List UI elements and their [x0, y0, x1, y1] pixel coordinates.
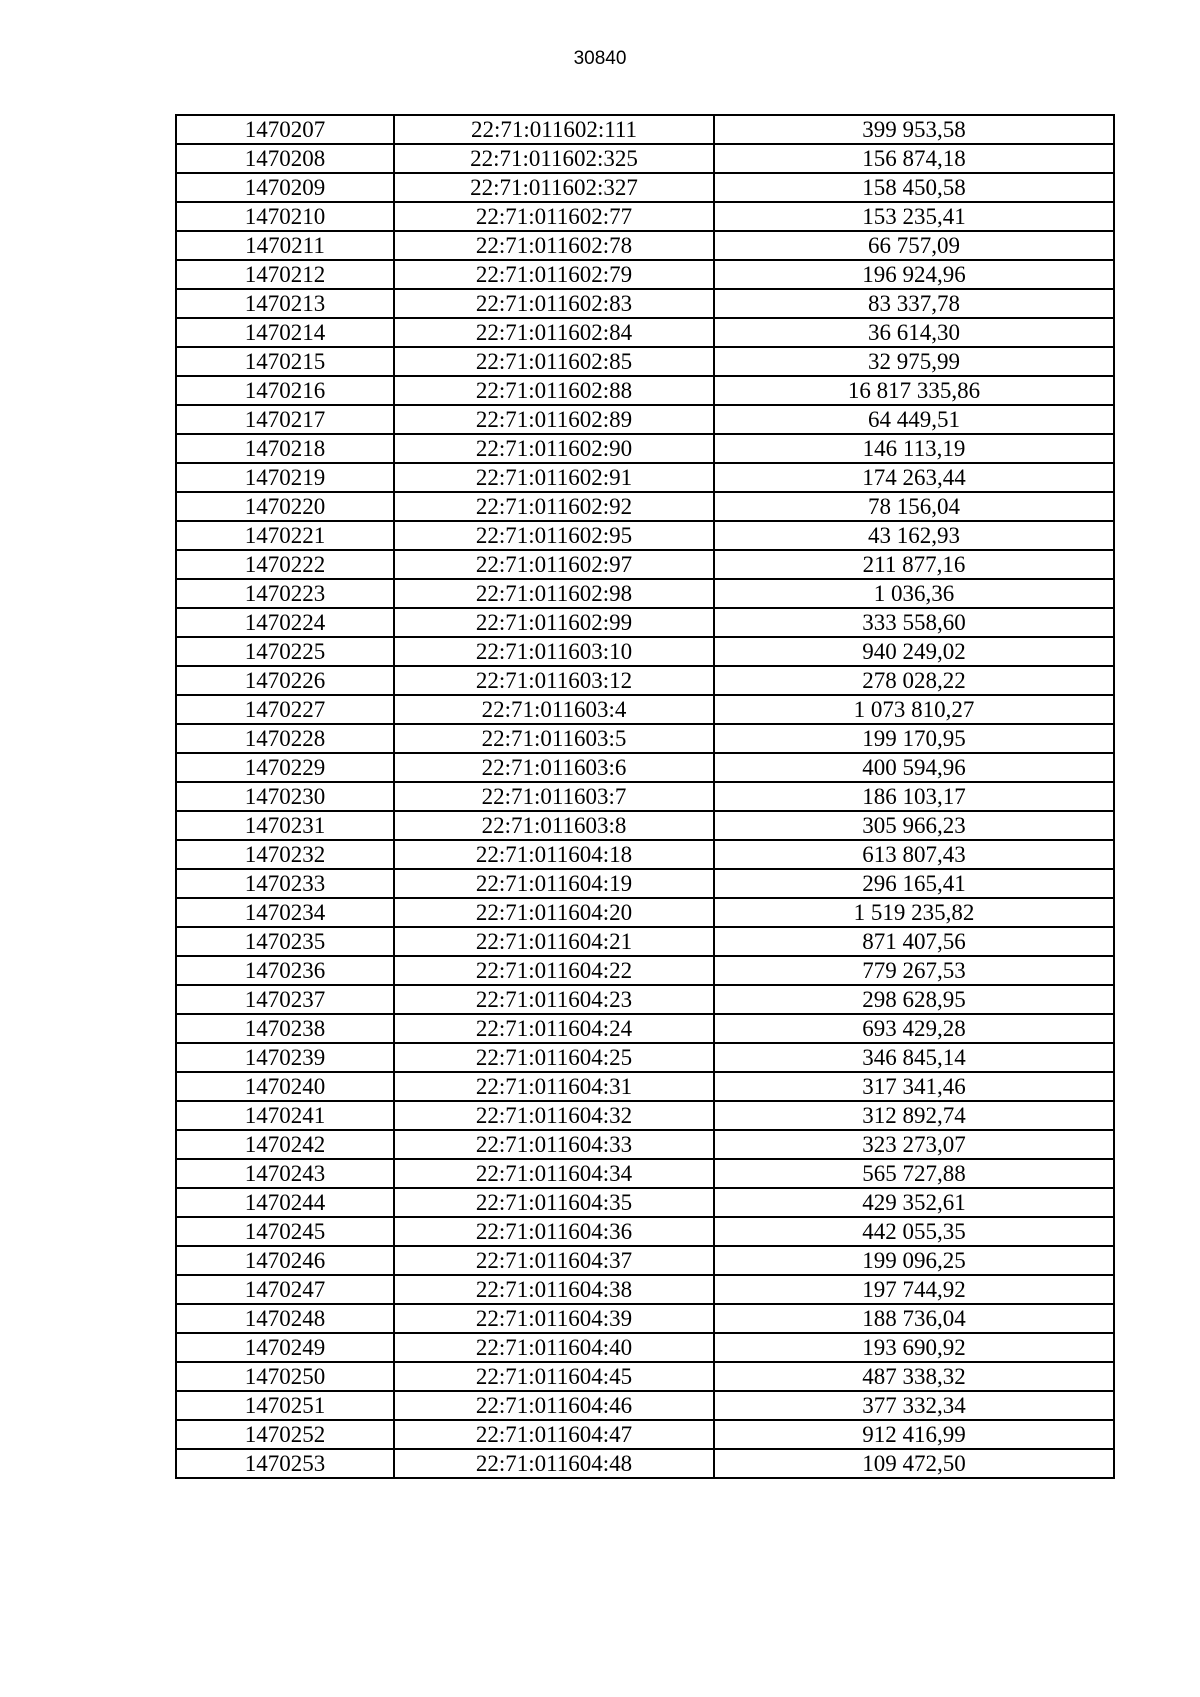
table-row [176, 289, 1114, 318]
value-cell: 109 472,50 [714, 1449, 1114, 1478]
value-cell: 158 450,58 [714, 173, 1114, 202]
value-cell: 613 807,43 [714, 840, 1114, 869]
row-id-cell: 1470240 [176, 1072, 394, 1101]
cadastral-number-cell: 22:71:011602:85 [394, 347, 714, 376]
row-id-cell: 1470214 [176, 318, 394, 347]
cadastral-number-cell: 22:71:011604:45 [394, 1362, 714, 1391]
table-row [176, 956, 1114, 985]
value-cell: 429 352,61 [714, 1188, 1114, 1217]
cadastral-number-cell: 22:71:011604:24 [394, 1014, 714, 1043]
table-row [176, 1333, 1114, 1362]
value-cell: 186 103,17 [714, 782, 1114, 811]
value-cell: 399 953,58 [714, 115, 1114, 144]
value-cell: 146 113,19 [714, 434, 1114, 463]
cadastral-number-cell: 22:71:011604:48 [394, 1449, 714, 1478]
cadastral-number-cell: 22:71:011604:46 [394, 1391, 714, 1420]
value-cell: 323 273,07 [714, 1130, 1114, 1159]
row-id-cell: 1470236 [176, 956, 394, 985]
value-cell: 346 845,14 [714, 1043, 1114, 1072]
table-row [176, 1362, 1114, 1391]
cadastral-number-cell: 22:71:011604:19 [394, 869, 714, 898]
table-row [176, 695, 1114, 724]
table-row [176, 724, 1114, 753]
cadastral-number-cell: 22:71:011603:12 [394, 666, 714, 695]
table-row [176, 115, 1114, 144]
table-row [176, 521, 1114, 550]
row-id-cell: 1470222 [176, 550, 394, 579]
table-row [176, 782, 1114, 811]
table-row [176, 898, 1114, 927]
value-cell: 305 966,23 [714, 811, 1114, 840]
cadastral-number-cell: 22:71:011604:23 [394, 985, 714, 1014]
cadastral-number-cell: 22:71:011603:6 [394, 753, 714, 782]
row-id-cell: 1470221 [176, 521, 394, 550]
value-cell: 377 332,34 [714, 1391, 1114, 1420]
row-id-cell: 1470228 [176, 724, 394, 753]
cadastral-number-cell: 22:71:011602:97 [394, 550, 714, 579]
value-cell: 211 877,16 [714, 550, 1114, 579]
table-row [176, 463, 1114, 492]
table-row [176, 202, 1114, 231]
table-row [176, 405, 1114, 434]
table-row [176, 1101, 1114, 1130]
table-row [176, 550, 1114, 579]
row-id-cell: 1470218 [176, 434, 394, 463]
cadastral-number-cell: 22:71:011602:325 [394, 144, 714, 173]
table-row [176, 492, 1114, 521]
table-row [176, 811, 1114, 840]
value-cell: 174 263,44 [714, 463, 1114, 492]
row-id-cell: 1470217 [176, 405, 394, 434]
page-number: 30840 [573, 48, 627, 69]
cadastral-number-cell: 22:71:011604:20 [394, 898, 714, 927]
table-row [176, 1014, 1114, 1043]
cadastral-number-cell: 22:71:011602:83 [394, 289, 714, 318]
cadastral-number-cell: 22:71:011602:79 [394, 260, 714, 289]
table-row [176, 1449, 1114, 1478]
row-id-cell: 1470242 [176, 1130, 394, 1159]
row-id-cell: 1470244 [176, 1188, 394, 1217]
row-id-cell: 1470226 [176, 666, 394, 695]
data-table [175, 114, 1115, 1479]
cadastral-number-cell: 22:71:011604:34 [394, 1159, 714, 1188]
cadastral-number-cell: 22:71:011602:98 [394, 579, 714, 608]
table-row [176, 347, 1114, 376]
table-row [176, 840, 1114, 869]
value-cell: 43 162,93 [714, 521, 1114, 550]
value-cell: 487 338,32 [714, 1362, 1114, 1391]
table-row [176, 927, 1114, 956]
cadastral-number-cell: 22:71:011602:89 [394, 405, 714, 434]
value-cell: 317 341,46 [714, 1072, 1114, 1101]
row-id-cell: 1470227 [176, 695, 394, 724]
row-id-cell: 1470216 [176, 376, 394, 405]
cadastral-number-cell: 22:71:011602:88 [394, 376, 714, 405]
value-cell: 66 757,09 [714, 231, 1114, 260]
cadastral-number-cell: 22:71:011602:90 [394, 434, 714, 463]
row-id-cell: 1470224 [176, 608, 394, 637]
row-id-cell: 1470209 [176, 173, 394, 202]
row-id-cell: 1470253 [176, 1449, 394, 1478]
row-id-cell: 1470237 [176, 985, 394, 1014]
cadastral-number-cell: 22:71:011602:92 [394, 492, 714, 521]
row-id-cell: 1470252 [176, 1420, 394, 1449]
cadastral-number-cell: 22:71:011603:4 [394, 695, 714, 724]
value-cell: 156 874,18 [714, 144, 1114, 173]
cadastral-number-cell: 22:71:011604:22 [394, 956, 714, 985]
cadastral-number-cell: 22:71:011604:33 [394, 1130, 714, 1159]
row-id-cell: 1470234 [176, 898, 394, 927]
cadastral-number-cell: 22:71:011602:327 [394, 173, 714, 202]
row-id-cell: 1470212 [176, 260, 394, 289]
row-id-cell: 1470250 [176, 1362, 394, 1391]
row-id-cell: 1470251 [176, 1391, 394, 1420]
value-cell: 83 337,78 [714, 289, 1114, 318]
row-id-cell: 1470223 [176, 579, 394, 608]
cadastral-number-cell: 22:71:011602:95 [394, 521, 714, 550]
value-cell: 298 628,95 [714, 985, 1114, 1014]
table-row [176, 434, 1114, 463]
row-id-cell: 1470232 [176, 840, 394, 869]
cadastral-number-cell: 22:71:011602:84 [394, 318, 714, 347]
value-cell: 312 892,74 [714, 1101, 1114, 1130]
row-id-cell: 1470210 [176, 202, 394, 231]
value-cell: 912 416,99 [714, 1420, 1114, 1449]
cadastral-number-cell: 22:71:011604:25 [394, 1043, 714, 1072]
row-id-cell: 1470235 [176, 927, 394, 956]
value-cell: 188 736,04 [714, 1304, 1114, 1333]
value-cell: 296 165,41 [714, 869, 1114, 898]
cadastral-number-cell: 22:71:011604:47 [394, 1420, 714, 1449]
cadastral-number-cell: 22:71:011603:7 [394, 782, 714, 811]
value-cell: 940 249,02 [714, 637, 1114, 666]
cadastral-number-cell: 22:71:011604:31 [394, 1072, 714, 1101]
table-row [176, 753, 1114, 782]
row-id-cell: 1470220 [176, 492, 394, 521]
row-id-cell: 1470229 [176, 753, 394, 782]
row-id-cell: 1470211 [176, 231, 394, 260]
table-row [176, 1420, 1114, 1449]
value-cell: 1 519 235,82 [714, 898, 1114, 927]
cadastral-number-cell: 22:71:011604:36 [394, 1217, 714, 1246]
value-cell: 78 156,04 [714, 492, 1114, 521]
row-id-cell: 1470243 [176, 1159, 394, 1188]
table-row [176, 173, 1114, 202]
value-cell: 1 036,36 [714, 579, 1114, 608]
cadastral-number-cell: 22:71:011604:40 [394, 1333, 714, 1362]
cadastral-number-cell: 22:71:011604:37 [394, 1246, 714, 1275]
value-cell: 196 924,96 [714, 260, 1114, 289]
table-row [176, 608, 1114, 637]
row-id-cell: 1470213 [176, 289, 394, 318]
value-cell: 199 170,95 [714, 724, 1114, 753]
value-cell: 64 449,51 [714, 405, 1114, 434]
value-cell: 565 727,88 [714, 1159, 1114, 1188]
row-id-cell: 1470225 [176, 637, 394, 666]
cadastral-number-cell: 22:71:011604:39 [394, 1304, 714, 1333]
value-cell: 32 975,99 [714, 347, 1114, 376]
value-cell: 199 096,25 [714, 1246, 1114, 1275]
cadastral-number-cell: 22:71:011602:99 [394, 608, 714, 637]
row-id-cell: 1470215 [176, 347, 394, 376]
cadastral-number-cell: 22:71:011602:111 [394, 115, 714, 144]
cadastral-number-cell: 22:71:011602:77 [394, 202, 714, 231]
value-cell: 400 594,96 [714, 753, 1114, 782]
table-row [176, 637, 1114, 666]
row-id-cell: 1470233 [176, 869, 394, 898]
row-id-cell: 1470238 [176, 1014, 394, 1043]
table-row [176, 1246, 1114, 1275]
table-row [176, 1130, 1114, 1159]
table-row [176, 579, 1114, 608]
value-cell: 1 073 810,27 [714, 695, 1114, 724]
table-row [176, 666, 1114, 695]
table-row [176, 869, 1114, 898]
cadastral-number-cell: 22:71:011604:35 [394, 1188, 714, 1217]
row-id-cell: 1470248 [176, 1304, 394, 1333]
row-id-cell: 1470208 [176, 144, 394, 173]
value-cell: 278 028,22 [714, 666, 1114, 695]
value-cell: 333 558,60 [714, 608, 1114, 637]
row-id-cell: 1470249 [176, 1333, 394, 1362]
cadastral-number-cell: 22:71:011603:8 [394, 811, 714, 840]
table-row [176, 1188, 1114, 1217]
table-row [176, 231, 1114, 260]
value-cell: 153 235,41 [714, 202, 1114, 231]
table-row [176, 376, 1114, 405]
value-cell: 193 690,92 [714, 1333, 1114, 1362]
value-cell: 442 055,35 [714, 1217, 1114, 1246]
cadastral-number-cell: 22:71:011602:78 [394, 231, 714, 260]
table-row [176, 144, 1114, 173]
value-cell: 16 817 335,86 [714, 376, 1114, 405]
value-cell: 871 407,56 [714, 927, 1114, 956]
table-row [176, 1391, 1114, 1420]
cadastral-number-cell: 22:71:011604:18 [394, 840, 714, 869]
table-row [176, 1043, 1114, 1072]
table-row [176, 260, 1114, 289]
table-row [176, 1304, 1114, 1333]
table-row [176, 1275, 1114, 1304]
cadastral-number-cell: 22:71:011602:91 [394, 463, 714, 492]
table-row [176, 1072, 1114, 1101]
value-cell: 197 744,92 [714, 1275, 1114, 1304]
row-id-cell: 1470207 [176, 115, 394, 144]
table-row [176, 1217, 1114, 1246]
value-cell: 779 267,53 [714, 956, 1114, 985]
cadastral-number-cell: 22:71:011604:32 [394, 1101, 714, 1130]
table-row [176, 1159, 1114, 1188]
table-body [176, 115, 1114, 1478]
cadastral-number-cell: 22:71:011604:21 [394, 927, 714, 956]
row-id-cell: 1470219 [176, 463, 394, 492]
row-id-cell: 1470245 [176, 1217, 394, 1246]
row-id-cell: 1470239 [176, 1043, 394, 1072]
value-cell: 36 614,30 [714, 318, 1114, 347]
cadastral-number-cell: 22:71:011604:38 [394, 1275, 714, 1304]
value-cell: 693 429,28 [714, 1014, 1114, 1043]
row-id-cell: 1470246 [176, 1246, 394, 1275]
row-id-cell: 1470247 [176, 1275, 394, 1304]
cadastral-number-cell: 22:71:011603:10 [394, 637, 714, 666]
table-row [176, 985, 1114, 1014]
row-id-cell: 1470231 [176, 811, 394, 840]
row-id-cell: 1470241 [176, 1101, 394, 1130]
row-id-cell: 1470230 [176, 782, 394, 811]
table-row [176, 318, 1114, 347]
cadastral-number-cell: 22:71:011603:5 [394, 724, 714, 753]
